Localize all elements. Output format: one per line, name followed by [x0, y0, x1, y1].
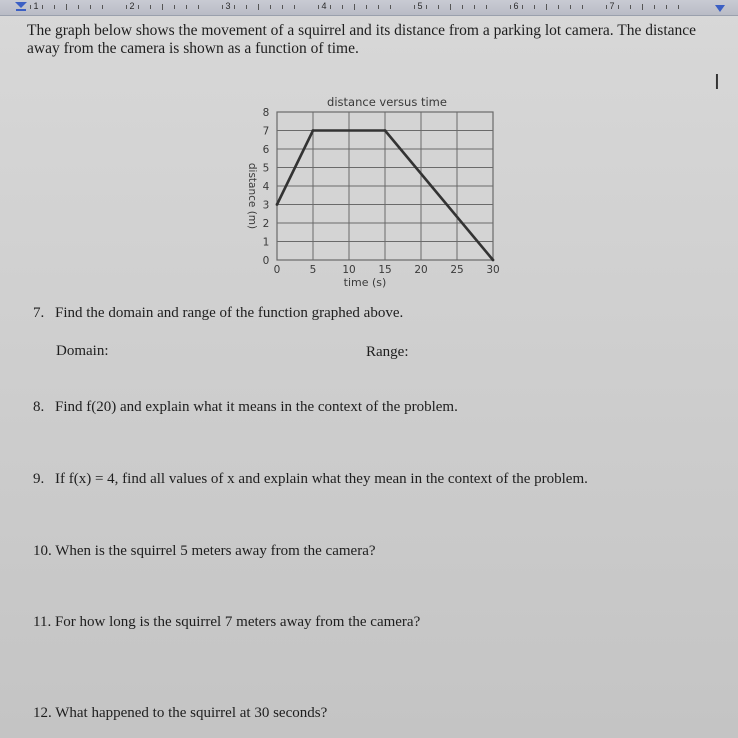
x-tick-label: 30	[486, 264, 500, 276]
question-9	[33, 471, 588, 488]
ruler-tick	[186, 5, 187, 9]
question-text: If f(x) = 4, find all values of x and explain what they mean in the context of the problem.	[55, 471, 588, 487]
ruler-tick	[126, 5, 127, 9]
question-10: 10. When is the squirrel 5 meters away from the camera?	[33, 543, 376, 559]
y-tick-label: 8	[262, 107, 270, 119]
ruler-tick	[630, 5, 631, 9]
ruler-tick	[42, 5, 43, 9]
ruler-tick	[522, 5, 523, 9]
range-label: Range:	[366, 344, 409, 360]
ruler-tick	[30, 5, 31, 9]
y-tick-label: 6	[262, 144, 270, 156]
ruler-number: 7	[609, 1, 615, 11]
ruler-number: 1	[33, 1, 39, 11]
ruler-tick	[582, 5, 583, 9]
ruler[interactable]	[0, 0, 738, 16]
data-point	[276, 203, 279, 206]
data-point	[312, 129, 315, 132]
question-7	[33, 305, 403, 322]
ruler-tick	[342, 5, 343, 9]
question-text: Find f(20) and explain what it means in the context of the problem.	[55, 399, 458, 415]
ruler-tick	[354, 4, 355, 10]
tab-stop-icon[interactable]	[14, 1, 28, 12]
x-axis-label: time (s)	[343, 276, 387, 289]
ruler-tick	[162, 4, 163, 10]
ruler-tick	[66, 4, 67, 10]
ruler-number: 3	[225, 1, 231, 11]
ruler-tick	[294, 5, 295, 9]
y-tick-label: 2	[262, 218, 270, 230]
ruler-tick	[450, 4, 451, 10]
y-tick-label: 4	[262, 181, 270, 193]
ruler-tick	[138, 5, 139, 9]
ruler-tick	[198, 5, 199, 9]
ruler-tick	[462, 5, 463, 9]
ruler-tick	[282, 5, 283, 9]
ruler-tick	[366, 5, 367, 9]
x-tick-label: 5	[309, 264, 317, 276]
question-11: 11. For how long is the squirrel 7 meters away from the camera?	[33, 614, 421, 630]
ruler-tick	[174, 5, 175, 9]
question-number: 7.	[33, 305, 45, 321]
ruler-tick	[546, 4, 547, 10]
intro-paragraph: The graph below shows the movement of a squirrel and its distance from a parking lot camera. The distance away from the camera is shown as a function of time.	[27, 22, 697, 57]
ruler-tick	[486, 5, 487, 9]
ruler-tick	[258, 4, 259, 10]
text-cursor-icon: I	[714, 70, 720, 94]
chart-title: distance versus time	[327, 95, 447, 109]
ruler-tick	[558, 5, 559, 9]
y-tick-label: 5	[262, 162, 270, 175]
y-axis-label: distance (m)	[246, 162, 258, 230]
ruler-tick	[474, 5, 475, 9]
ruler-tick	[318, 5, 319, 9]
right-indent-icon[interactable]	[714, 3, 726, 13]
question-8	[33, 399, 458, 416]
question-text: Find the domain and range of the function graphed above.	[55, 305, 404, 321]
ruler-number: 5	[417, 1, 423, 11]
ruler-number: 6	[513, 1, 519, 11]
ruler-tick	[666, 5, 667, 9]
data-point	[492, 259, 495, 262]
y-tick-label: 3	[262, 199, 270, 212]
ruler-tick	[102, 5, 103, 9]
question-number: 9.	[33, 471, 45, 487]
ruler-tick	[534, 5, 535, 9]
ruler-tick	[246, 5, 247, 9]
ruler-tick	[78, 5, 79, 9]
ruler-number: 4	[321, 1, 327, 11]
y-tick-label: 7	[262, 125, 270, 138]
x-tick-label: 20	[414, 264, 428, 276]
ruler-tick	[654, 5, 655, 9]
x-tick-label: 25	[450, 264, 464, 276]
ruler-tick	[642, 4, 643, 10]
x-tick-label: 0	[273, 264, 281, 276]
ruler-tick	[426, 5, 427, 9]
ruler-number: 2	[129, 1, 135, 11]
domain-label: Domain:	[56, 343, 109, 359]
ruler-tick	[606, 5, 607, 9]
x-tick-label: 10	[342, 264, 356, 276]
ruler-tick	[378, 5, 379, 9]
ruler-tick	[438, 5, 439, 9]
ruler-tick	[570, 5, 571, 9]
x-tick-label: 15	[378, 264, 392, 276]
ruler-tick	[390, 5, 391, 9]
ruler-tick	[90, 5, 91, 9]
ruler-tick	[234, 5, 235, 9]
question-12: 12. What happened to the squirrel at 30 seconds?	[33, 705, 328, 721]
ruler-tick	[54, 5, 55, 9]
distance-chart	[230, 92, 505, 297]
ruler-tick	[414, 5, 415, 9]
ruler-tick	[618, 5, 619, 9]
ruler-tick	[222, 5, 223, 9]
question-number: 8.	[33, 399, 45, 415]
ruler-tick	[270, 5, 271, 9]
data-point	[384, 129, 387, 132]
ruler-tick	[510, 5, 511, 9]
y-tick-label: 0	[262, 255, 270, 267]
ruler-tick	[678, 5, 679, 9]
y-tick-label: 1	[262, 236, 270, 249]
ruler-tick	[150, 5, 151, 9]
ruler-tick	[330, 5, 331, 9]
